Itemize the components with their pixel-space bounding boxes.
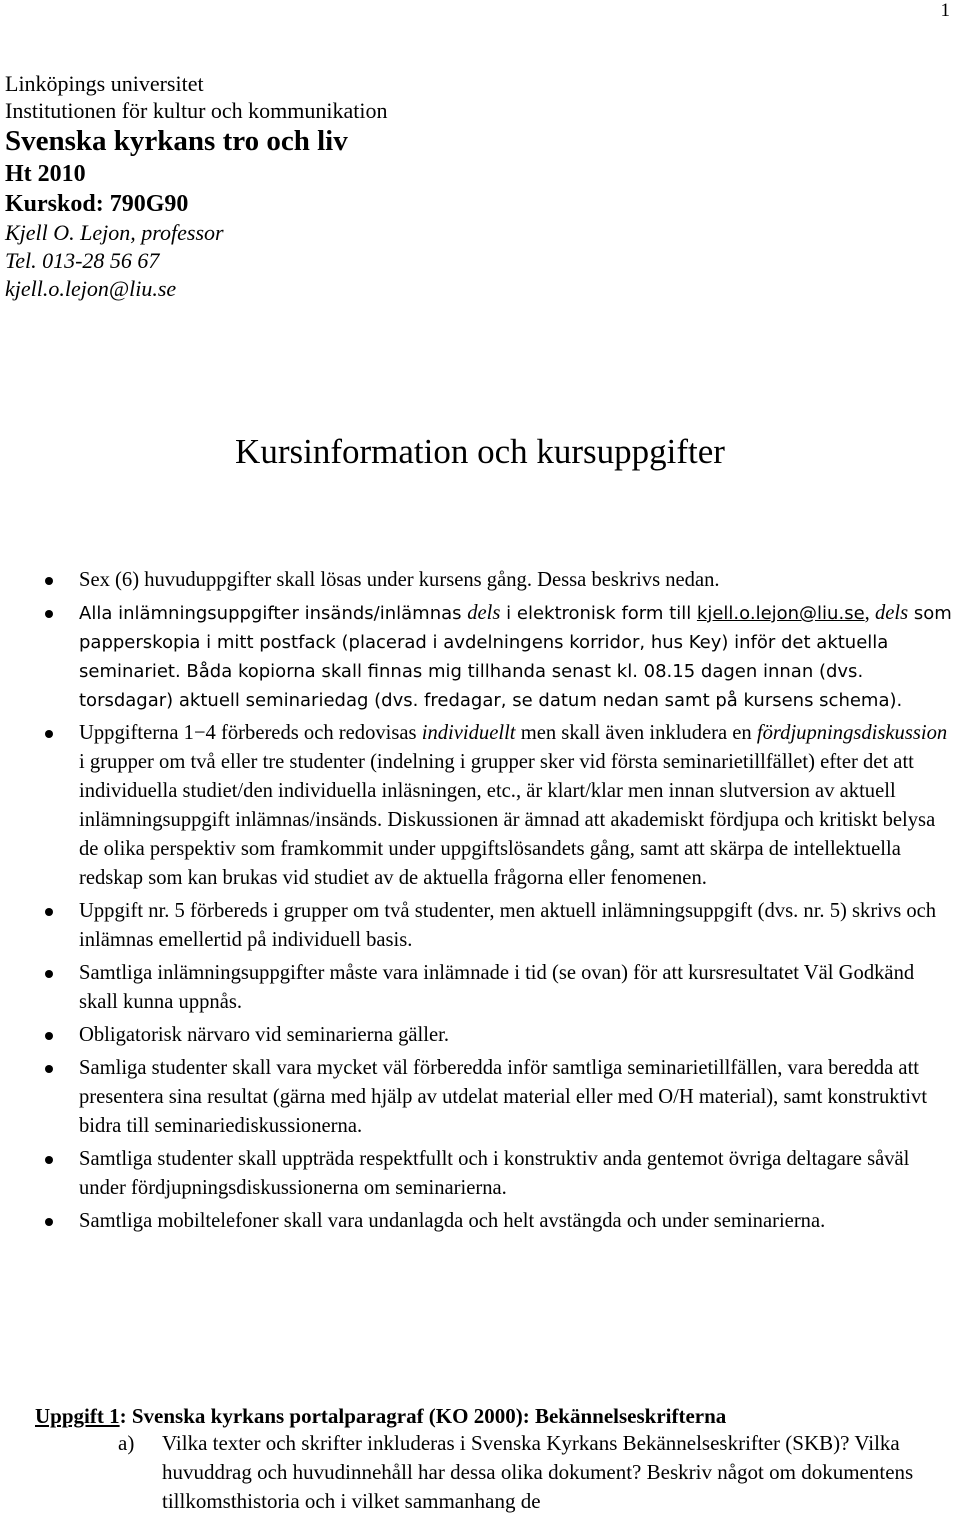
list-item-text: som papperskopia i mitt postfack (placerad i avdelningens korridor, hus Key) inför det aktuella seminariet. Båda kopiorna skall finnas mig tillhanda senast kl. 08.15 dagen innan (dvs. torsdagar) aktuell seminariedag (dvs. fredagar, se datum nedan samt på kursens schema). [79, 603, 952, 711]
list-item-text: , [864, 602, 875, 624]
list-item-text: Samtliga mobiltelefoner skall vara undanlagda och helt avstängda och under seminarierna. [79, 1210, 826, 1232]
department-name: Institutionen för kultur och kommunikation [5, 98, 388, 123]
list-item-text: i elektronisk form till [500, 603, 697, 624]
course-title: Svenska kyrkans tro och liv [5, 125, 348, 157]
course-code: Kurskod: 790G90 [5, 191, 189, 217]
list-item-text: Alla inlämningsuppgifter insänds/inlämnas [79, 603, 468, 624]
list-item-text: Obligatorisk närvaro vid seminarierna gäller. [79, 1024, 449, 1046]
list-item [79, 897, 955, 955]
list-item [79, 1207, 955, 1236]
document-header [5, 70, 388, 303]
list-item [79, 599, 955, 715]
subitem-text: Vilka texter och skrifter inkluderas i Svenska Kyrkans Bekännelseskrifter (SKB)? Vilka huvuddrag och huvudinnehåll har dessa olika dokument? Beskriv något om dokumentens tillkomsthistoria och i vilket sammanhang de [162, 1431, 914, 1513]
assignment-title: : Svenska kyrkans portalparagraf (KO 2000): Bekännelseskrifterna [119, 1404, 727, 1428]
emphasis: fördjupningsdiskussion [756, 722, 948, 744]
list-item [79, 1054, 955, 1141]
list-item-text: Uppgifterna 1−4 förbereds och redovisas [79, 722, 422, 744]
assignment-label: Uppgift 1 [35, 1404, 120, 1428]
list-item-text: Samtliga inlämningsuppgifter måste vara inlämnade i tid (se ovan) för att kursresultatet Väl Godkänd skall kunna uppnås. [79, 962, 915, 1013]
assignment-heading [35, 1402, 726, 1430]
list-item [79, 566, 955, 595]
list-item-text: i grupper om två eller tre studenter (indelning i grupper sker vid första seminarietillfället) efter det att individuella studiet/den individuella inläsningen, etc., är klart/klar men innan slutversion av aktuell inlämningsuppgift inlämnas/insänds. Diskussionen är ämnad att akademiskt fördjupa och kritiskt belysa de olika perspektiv som framkommit under uppgiftslösandets gång, samt att skärpa de intellektuella redskap som kan brukas vid studiet av de aktuella frågorna eller fenomenen. [79, 751, 936, 889]
list-item-text: Sex (6) huvuduppgifter skall lösas under kursens gång. Dessa beskrivs nedan. [79, 569, 720, 591]
page-title: Kursinformation och kursuppgifter [235, 432, 725, 471]
list-item [79, 1021, 955, 1050]
assignment-subitem [118, 1429, 953, 1516]
list-item-text: Samliga studenter skall vara mycket väl förberedda inför samtliga seminarietillfällen, vara beredda att presentera sina resultat (gärna med hjälp av utdelat material eller med O/H material), samt konstruktivt bidra till seminariediskussionerna. [79, 1057, 928, 1137]
emphasis: dels [874, 602, 909, 624]
list-item [79, 959, 955, 1017]
term: Ht 2010 [5, 161, 86, 187]
subitem-label: a) [118, 1431, 135, 1455]
list-item-text: Uppgift nr. 5 förbereds i grupper om två studenter, men aktuell inlämningsuppgift (dvs. nr. 5) skrivs och inlämnas emellertid på individuell basis. [79, 900, 937, 951]
list-item [79, 719, 955, 893]
course-rules-list [79, 566, 955, 1240]
list-item [79, 1145, 955, 1203]
emphasis: dels [467, 602, 501, 624]
list-item-text: Samtliga studenter skall uppträda respektfullt och i konstruktiv anda gentemot övriga deltagare såväl under fördjupningsdiskussionerna om seminarierna. [79, 1148, 910, 1199]
university-name: Linköpings universitet [5, 71, 204, 96]
email-link[interactable]: kjell.o.lejon@liu.se [696, 603, 865, 624]
teacher-email: kjell.o.lejon@liu.se [5, 276, 177, 301]
teacher-phone: Tel. 013-28 56 67 [5, 248, 160, 273]
teacher-name: Kjell O. Lejon, professor [5, 220, 224, 245]
list-item-text: men skall även inkludera en [515, 722, 757, 744]
page-number: 1 [940, 0, 950, 21]
emphasis: individuellt [421, 722, 516, 744]
